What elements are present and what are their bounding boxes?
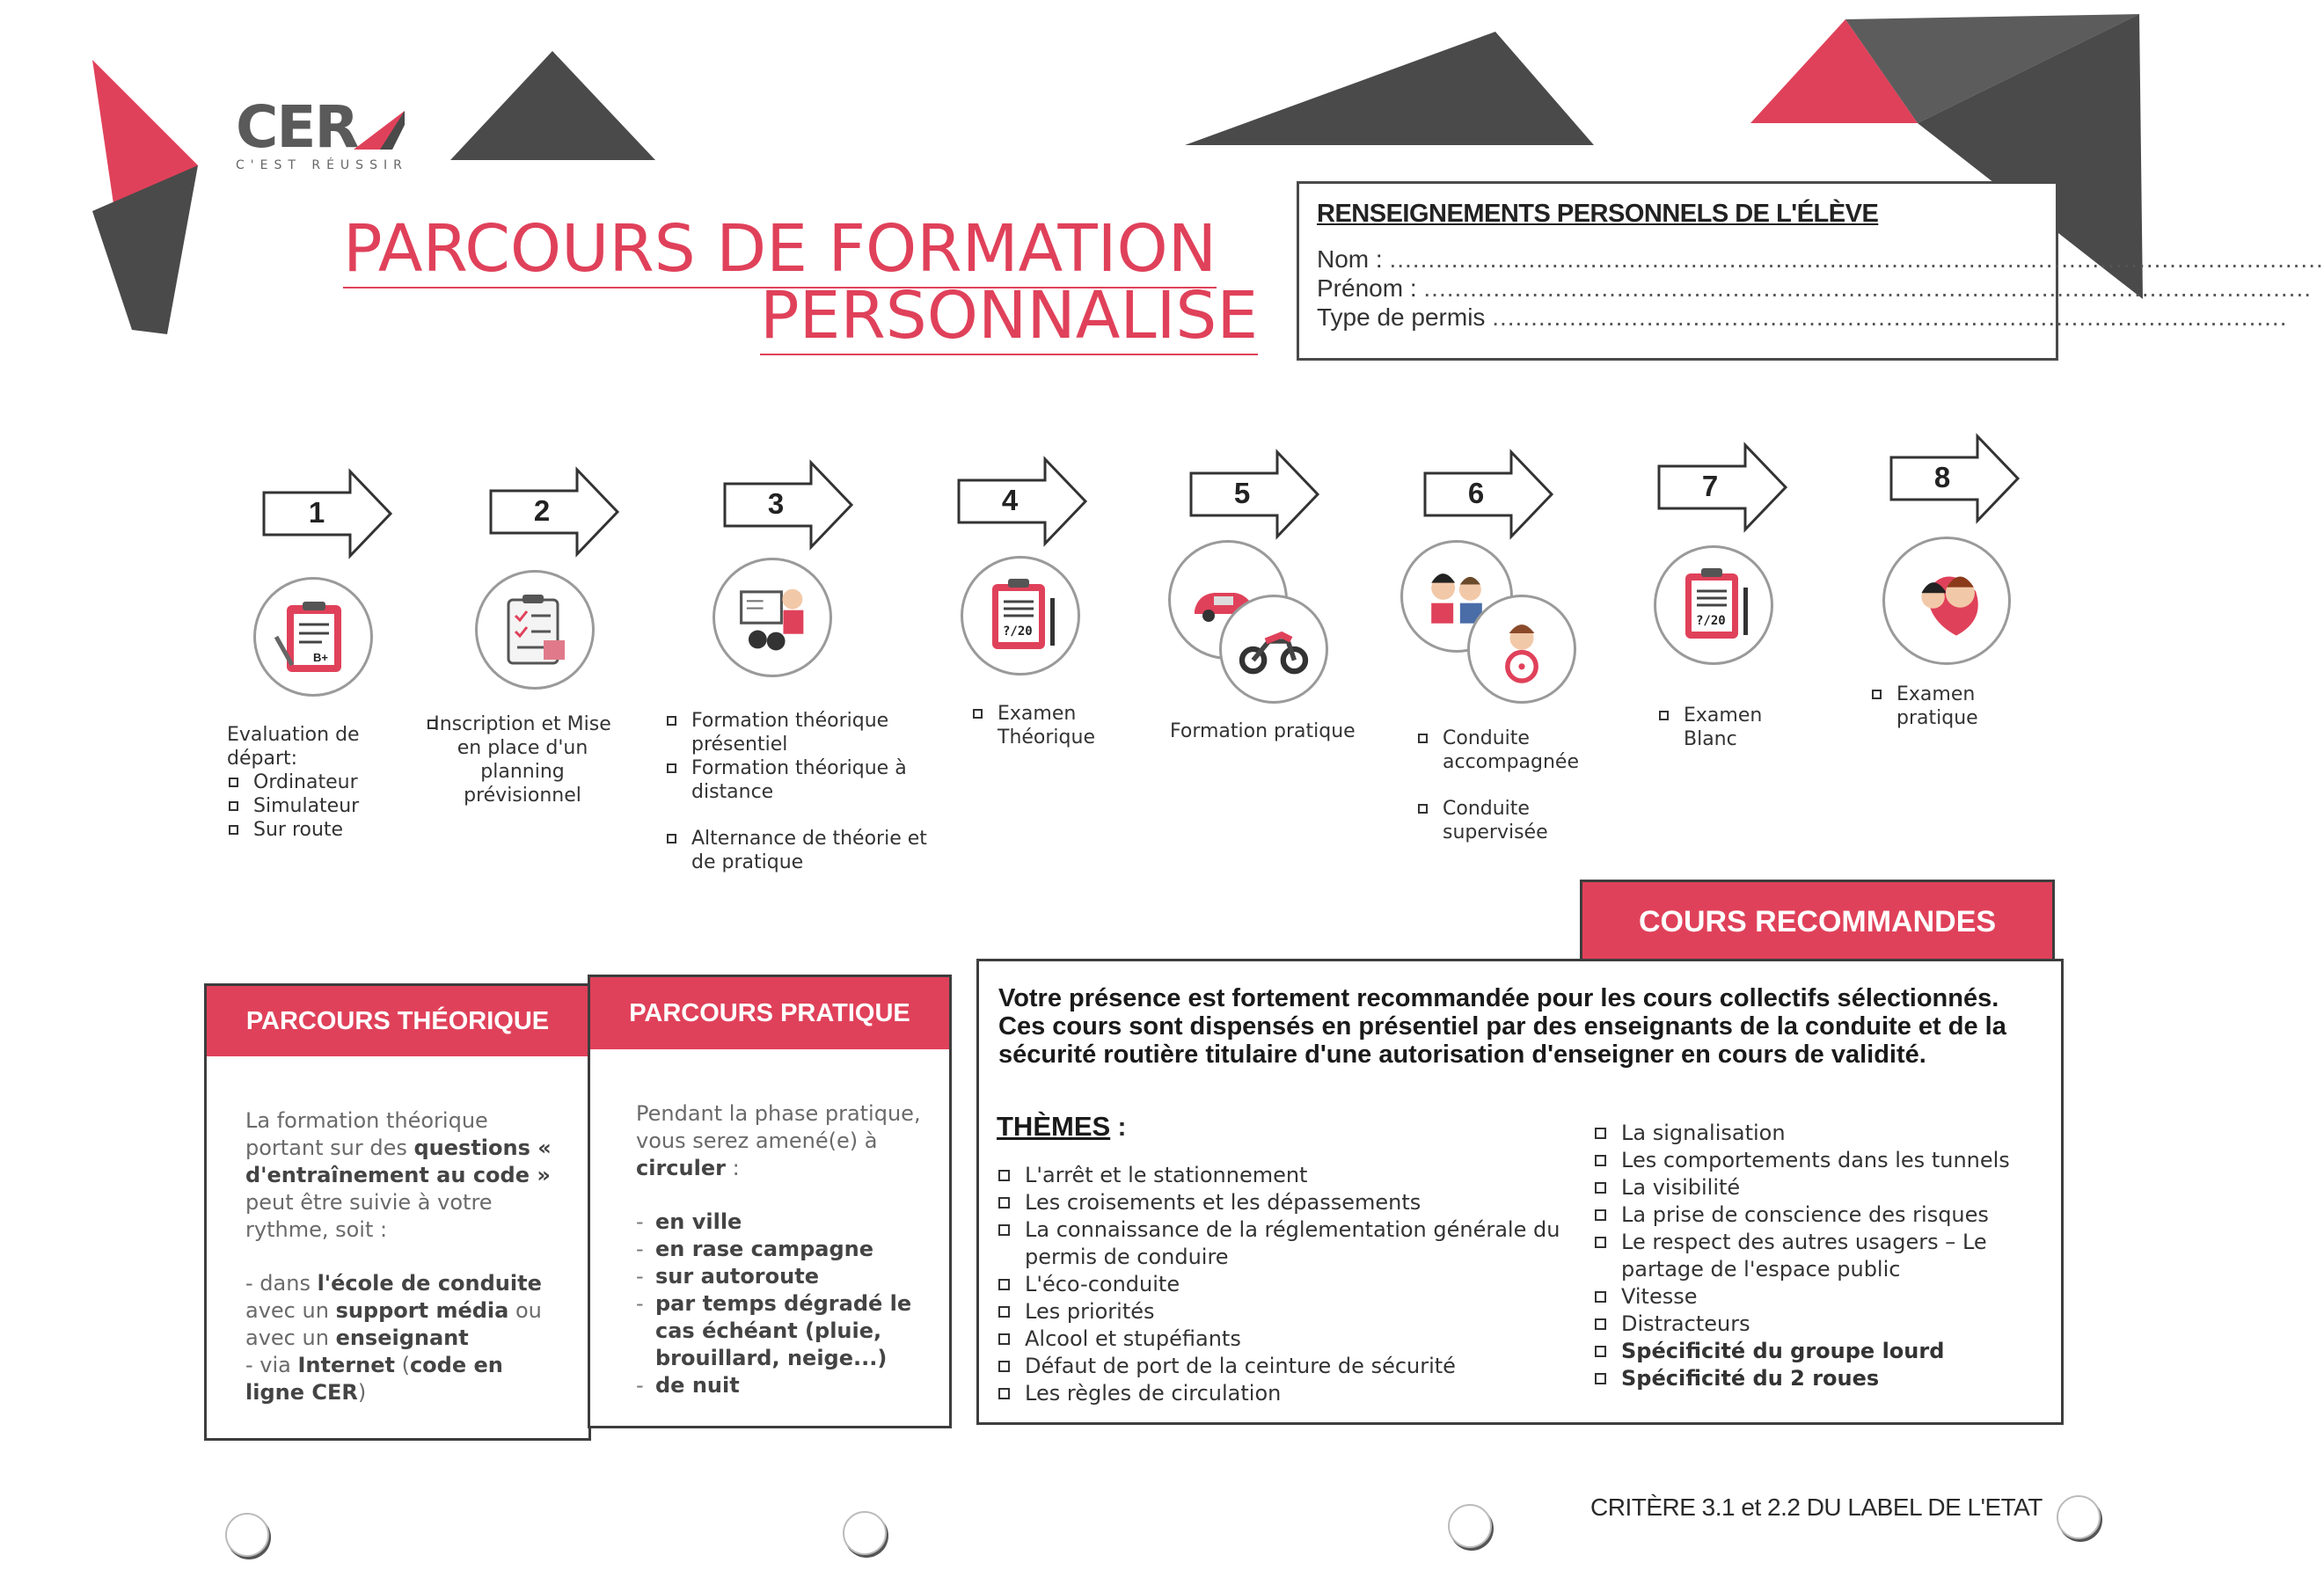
theme-item[interactable]: Les comportements dans les tunnels [1593,1147,2033,1174]
theme-item[interactable]: La connaissance de la réglementation générale du permis de conduire [997,1216,1568,1271]
motorcycle-icon [1219,595,1328,704]
pratique-item: - en ville [636,1209,926,1236]
page-title-line2: PERSONNALISE [760,278,1259,354]
theme-item[interactable]: L'éco-conduite [997,1271,1568,1298]
exam-sheet-icon [961,556,1080,676]
step-2-item: Inscription et Mise en place d'un planning prévisionnel [426,712,619,807]
svg-text:B+: B+ [313,651,328,664]
step-8-number: 8 [1933,461,1951,493]
step-5-text: Formation pratique [1170,720,1356,742]
left-grey-triangle [92,165,198,334]
step-1-intro: Evaluation de départ: [227,724,360,770]
page-title-line1: PARCOURS DE FORMATION [343,211,1217,287]
step-3-item: Formation théorique à distance [665,756,938,804]
name-label: Nom : [1317,245,1383,273]
theorique-paragraph: La formation théorique portant sur des questions « d'entraînement au code » peut être suivie à votre rythme, soit : [245,1108,552,1242]
parcours-theorique-heading: PARCOURS THÉORIQUE [207,986,588,1056]
theme-item[interactable]: Vitesse [1593,1283,2033,1311]
pratique-item: - de nuit [636,1372,926,1399]
step-2-number: 2 [533,494,551,527]
step-3-number: 3 [767,487,785,520]
top-grey-triangle-1 [450,51,655,160]
theme-item[interactable]: La signalisation [1593,1120,2033,1147]
step-3-item: Alternance de théorie et de pratique [665,827,938,874]
theme-item[interactable]: Les priorités [997,1298,1568,1325]
exam-sheet-icon [1654,545,1773,665]
step-3-text [665,709,938,874]
license-type-dots: ....................................................................................................... [1492,303,2288,331]
theme-item[interactable]: Spécificité du groupe lourd [1593,1338,2033,1365]
firstname-dots: ................................................................................................................... [1423,274,2313,302]
binder-hole [225,1513,269,1557]
theme-item[interactable]: Distracteurs [1593,1311,2033,1338]
pratique-list [636,1209,926,1399]
step-4-number: 4 [1001,484,1019,516]
steering-wheel-icon [1467,595,1576,704]
license-type-label: Type de permis [1317,303,1486,331]
student-info-box [1297,181,2324,361]
parcours-theorique-body [207,1056,588,1406]
binder-hole [1448,1504,1492,1548]
theme-item[interactable]: La prise de conscience des risques [1593,1201,2033,1229]
step-6-item: Conduite accompagnée [1416,727,1619,774]
pratique-item: - par temps dégradé le cas échéant (pluie, brouillard, neige...) [636,1290,926,1372]
step-8-item: Examen pratique [1870,683,2028,730]
pratique-item: - sur autoroute [636,1263,926,1290]
logo-swoosh-icon [354,107,406,151]
theorique-option-internet: - via Internet (code en ligne CER) [245,1353,503,1405]
svg-text:?/20: ?/20 [1003,624,1033,639]
instructor-student-icon [1882,537,2011,665]
parcours-pratique-heading: PARCOURS PRATIQUE [590,977,949,1049]
cours-intro: Votre présence est fortement recommandée pour les cours collectifs sélectionnés. Ces cours sont dispensés en présentiel par des enseignants de la conduite et de la sécurité routière titulaire d'une autorisation d'enseigner en cours de validité. [998,984,2006,1069]
step-4-item: Examen Théorique [971,702,1147,749]
theme-item[interactable]: L'arrêt et le stationnement [997,1162,1568,1189]
cours-recommandes-panel [976,959,2064,1425]
parcours-pratique-body [590,1049,949,1399]
cours-recommandes-heading: COURS RECOMMANDES [1580,880,2055,959]
step-6-number: 6 [1467,477,1485,509]
theme-item[interactable]: Défaut de port de la ceinture de sécurité [997,1353,1568,1380]
name-dots: ......................................................................................................................... [1389,245,2324,273]
step-7-item: Examen Blanc [1657,704,1816,751]
logo-name: CER [236,93,358,161]
pratique-intro: Pendant la phase pratique, vous serez amené(e) à circuler : [636,1101,921,1180]
binder-hole [2057,1495,2101,1539]
firstname-label: Prénom : [1317,274,1417,302]
clipboard-grade-icon [253,577,373,697]
svg-text:?/20: ?/20 [1696,614,1726,628]
logo-tagline: C'EST RÉUSSIR [236,158,408,172]
theme-item[interactable]: Alcool et stupéfiants [997,1325,1568,1353]
checklist-planning-icon [475,570,595,690]
step-6-text [1416,727,1619,844]
theme-item[interactable]: Spécificité du 2 roues [1593,1365,2033,1392]
license-type-field[interactable] [1317,303,2288,332]
step-2-text [426,712,619,807]
name-field[interactable] [1317,245,2324,274]
footer-criteria: CRITÈRE 3.1 et 2.2 DU LABEL DE L'ETAT [1590,1493,2043,1521]
themes-left-column: THÈMES : L'arrêt et le stationnement Les croisements et les dépassements La connaissance de la réglementation générale du permis de conduire L'éco-conduite Les priorités Alcool et stupéfiants Défaut de port de la ceinture de sécurité Les règles de circulation [997,1111,1568,1407]
parcours-theorique-panel [204,983,591,1441]
theme-item[interactable]: La visibilité [1593,1174,2033,1201]
cer-logo [236,93,420,178]
step-5-number: 5 [1233,477,1251,509]
step-7-text [1657,704,1816,751]
firstname-field[interactable] [1317,274,2313,303]
step-1-item: Sur route [227,818,420,842]
binder-hole [843,1511,887,1555]
step-7-number: 7 [1701,470,1719,502]
themes-right-column [1593,1120,2033,1392]
step-1-item: Ordinateur [227,770,420,794]
step-3-item: Formation théorique présentiel [665,709,938,756]
top-grey-triangle-2 [1185,32,1594,145]
theorique-option-school: - dans l'école de conduite avec un support média ou avec un enseignant [245,1271,542,1350]
step-1-number: 1 [308,496,325,529]
theory-class-icon [713,558,832,677]
theme-item[interactable]: Les règles de circulation [997,1380,1568,1407]
theme-item[interactable]: Le respect des autres usagers – Le partage de l'espace public [1593,1229,2033,1283]
step-4-text [971,702,1147,749]
parcours-pratique-panel [588,975,952,1428]
step-6-item: Conduite supervisée [1416,797,1619,844]
step-1-text [227,723,420,842]
pratique-item: - en rase campagne [636,1236,926,1263]
student-info-heading: RENSEIGNEMENTS PERSONNELS DE L'ÉLÈVE [1317,200,1879,228]
themes-title: THÈMES [997,1111,1111,1142]
step-1-item: Simulateur [227,794,420,818]
step-8-text [1870,683,2028,730]
theme-item[interactable]: Les croisements et les dépassements [997,1189,1568,1216]
